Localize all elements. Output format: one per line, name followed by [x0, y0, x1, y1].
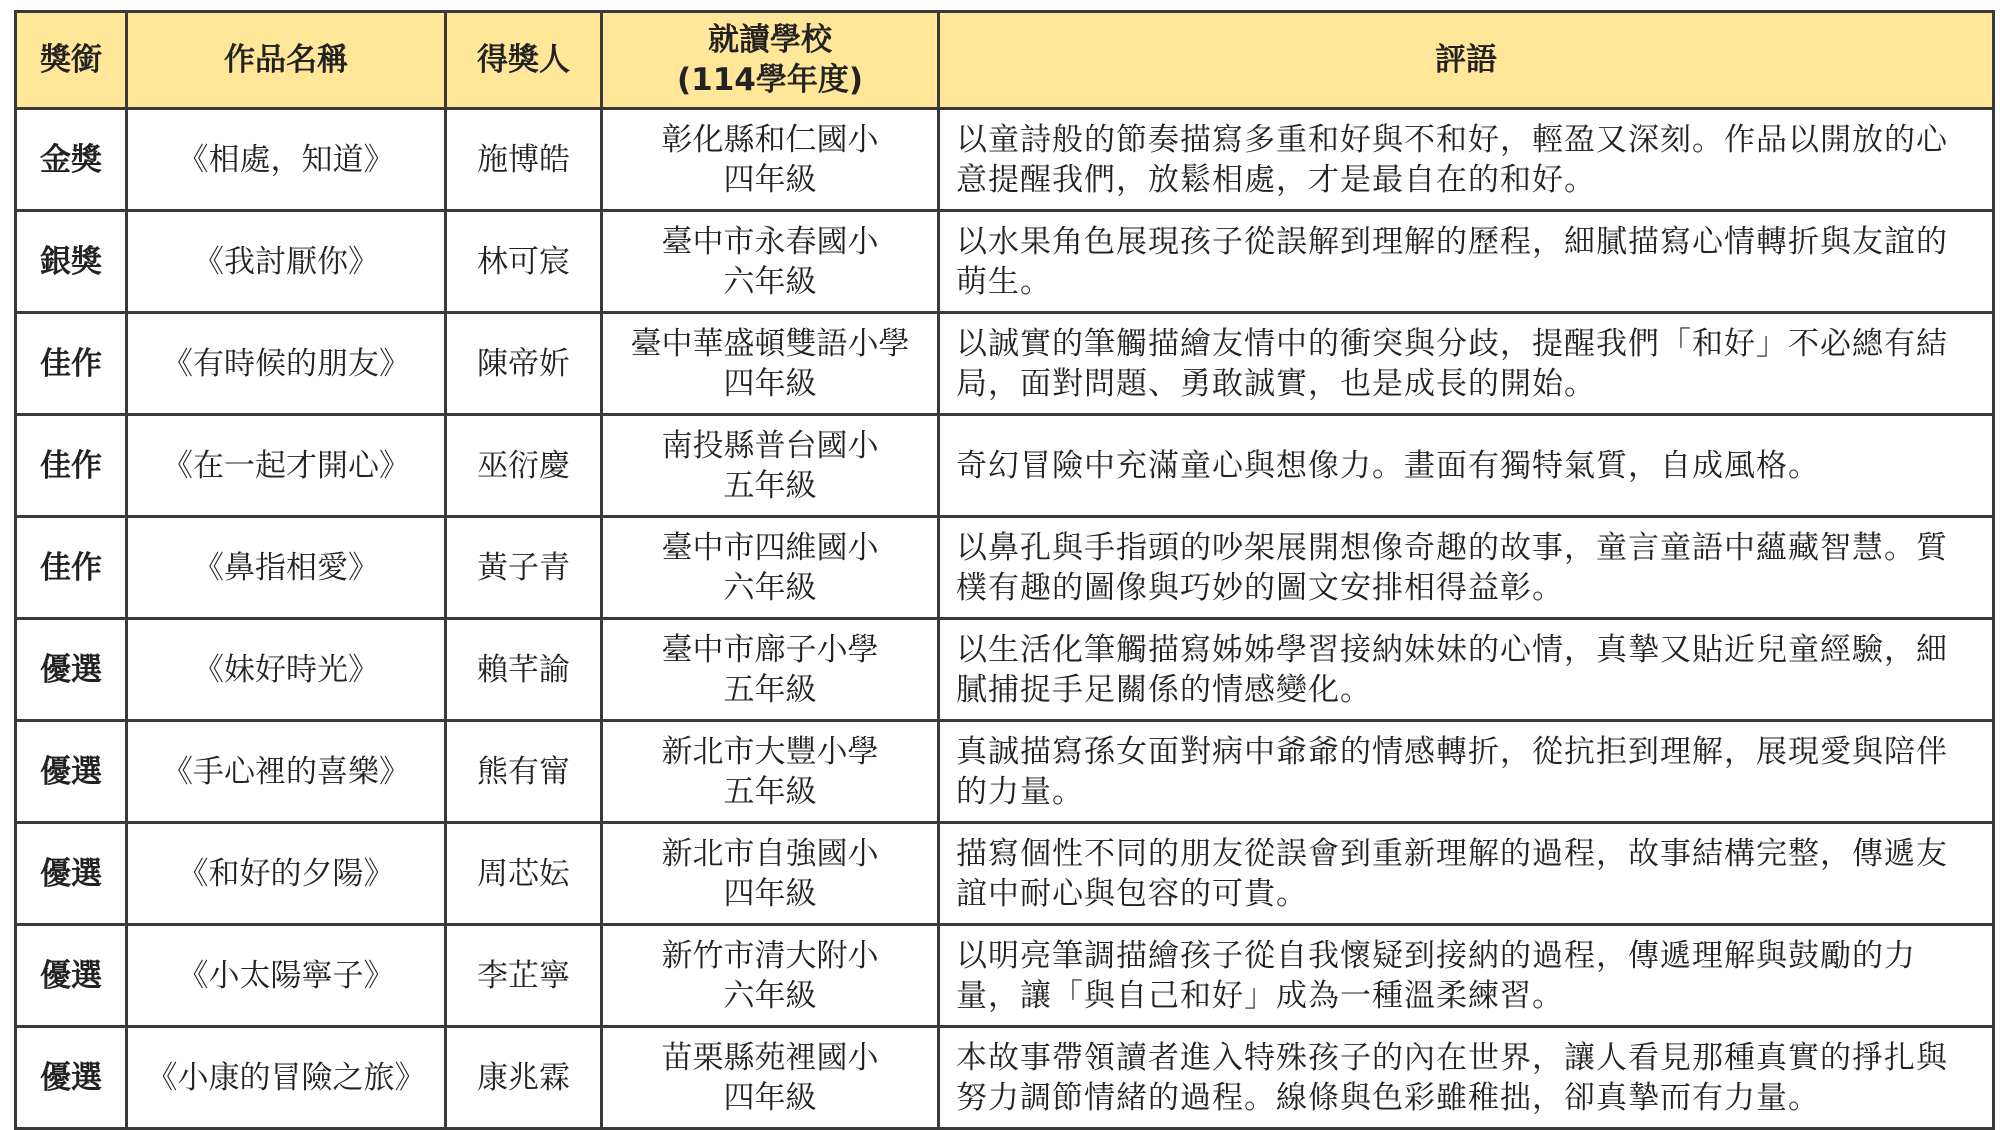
table-row: [16, 619, 1994, 721]
school-cell: [602, 823, 939, 925]
title-cell: 《我討厭你》: [127, 211, 446, 313]
table-header-row: [16, 12, 1994, 109]
winner-cell: 熊有甯: [446, 721, 602, 823]
awards-table: [14, 10, 1995, 1130]
comment-cell: 真誠描寫孫女面對病中爺爺的情感轉折，從抗拒到理解，展現愛與陪伴的力量。: [939, 721, 1994, 823]
header-school-year: (114學年度): [676, 62, 864, 98]
title-cell: 《相處，知道》: [127, 109, 446, 211]
title-cell: 《妹好時光》: [127, 619, 446, 721]
comment-cell: 以誠實的筆觸描繪友情中的衝突與分歧，提醒我們「和好」不必總有結局，面對問題、勇敢誠實，也是成長的開始。: [939, 313, 1994, 415]
school-name: 臺中市四維國小: [661, 529, 879, 566]
award-cell: 優選: [16, 1027, 127, 1129]
award-cell: 優選: [16, 721, 127, 823]
school-cell: [602, 1027, 939, 1129]
school-name: 臺中華盛頓雙語小學: [630, 325, 910, 362]
school-cell: [602, 517, 939, 619]
title-cell: 《和好的夕陽》: [127, 823, 446, 925]
school-grade: 四年級: [723, 365, 817, 402]
school-grade: 六年級: [723, 977, 817, 1014]
comment-cell: 奇幻冒險中充滿童心與想像力。畫面有獨特氣質，自成風格。: [939, 415, 1994, 517]
school-cell: [602, 211, 939, 313]
comment-cell: 以鼻孔與手指頭的吵架展開想像奇趣的故事，童言童語中蘊藏智慧。質樸有趣的圖像與巧妙的圖文安排相得益彰。: [939, 517, 1994, 619]
school-grade: 四年級: [723, 1079, 817, 1116]
award-cell: 金獎: [16, 109, 127, 211]
table-row: [16, 109, 1994, 211]
header-title: 作品名稱: [127, 12, 446, 109]
title-cell: 《手心裡的喜樂》: [127, 721, 446, 823]
winner-cell: 施博皓: [446, 109, 602, 211]
winner-cell: 巫衍慶: [446, 415, 602, 517]
table-row: [16, 1027, 1994, 1129]
school-grade: 五年級: [723, 467, 817, 504]
award-cell: 優選: [16, 619, 127, 721]
school-name: 新竹市清大附小: [661, 937, 879, 974]
title-cell: 《鼻指相愛》: [127, 517, 446, 619]
comment-cell: 本故事帶領讀者進入特殊孩子的內在世界，讓人看見那種真實的掙扎與努力調節情緒的過程。線條與色彩雖稚拙，卻真摯而有力量。: [939, 1027, 1994, 1129]
school-cell: [602, 925, 939, 1027]
comment-cell: 以水果角色展現孩子從誤解到理解的歷程，細膩描寫心情轉折與友誼的萌生。: [939, 211, 1994, 313]
school-grade: 四年級: [723, 875, 817, 912]
title-cell: 《小康的冒險之旅》: [127, 1027, 446, 1129]
award-cell: 佳作: [16, 415, 127, 517]
winner-cell: 黃子青: [446, 517, 602, 619]
winner-cell: 李芷寧: [446, 925, 602, 1027]
school-cell: [602, 109, 939, 211]
school-cell: [602, 721, 939, 823]
school-grade: 六年級: [723, 569, 817, 606]
school-grade: 五年級: [723, 773, 817, 810]
school-cell: [602, 619, 939, 721]
award-cell: 佳作: [16, 313, 127, 415]
school-name: 南投縣普台國小: [661, 427, 879, 464]
title-cell: 《有時候的朋友》: [127, 313, 446, 415]
school-cell: [602, 313, 939, 415]
header-comment: 評語: [939, 12, 1994, 109]
table-row: [16, 925, 1994, 1027]
table-row: [16, 415, 1994, 517]
table-row: [16, 823, 1994, 925]
table-row: [16, 211, 1994, 313]
award-cell: 銀獎: [16, 211, 127, 313]
school-name: 臺中市永春國小: [661, 223, 879, 260]
winner-cell: 康兆霖: [446, 1027, 602, 1129]
comment-cell: 以明亮筆調描繪孩子從自我懷疑到接納的過程，傳遞理解與鼓勵的力量，讓「與自己和好」成為一種溫柔練習。: [939, 925, 1994, 1027]
award-cell: 優選: [16, 925, 127, 1027]
title-cell: 《小太陽寧子》: [127, 925, 446, 1027]
winner-cell: 陳帝妡: [446, 313, 602, 415]
comment-cell: 以生活化筆觸描寫姊姊學習接納妹妹的心情，真摯又貼近兒童經驗，細膩捕捉手足關係的情感變化。: [939, 619, 1994, 721]
header-winner: 得獎人: [446, 12, 602, 109]
school-name: 新北市自強國小: [661, 835, 879, 872]
school-name: 臺中市廍子小學: [661, 631, 879, 668]
comment-cell: 描寫個性不同的朋友從誤會到重新理解的過程，故事結構完整，傳遞友誼中耐心與包容的可貴。: [939, 823, 1994, 925]
table-row: [16, 517, 1994, 619]
comment-cell: 以童詩般的節奏描寫多重和好與不和好，輕盈又深刻。作品以開放的心意提醒我們，放鬆相處，才是最自在的和好。: [939, 109, 1994, 211]
award-cell: 優選: [16, 823, 127, 925]
header-school: [602, 12, 939, 109]
award-cell: 佳作: [16, 517, 127, 619]
school-grade: 四年級: [723, 161, 817, 198]
winner-cell: 林可宸: [446, 211, 602, 313]
table-row: [16, 313, 1994, 415]
school-name: 彰化縣和仁國小: [661, 121, 879, 158]
table-row: [16, 721, 1994, 823]
school-name: 苗栗縣苑裡國小: [661, 1039, 879, 1076]
school-name: 新北市大豐小學: [661, 733, 879, 770]
winner-cell: 賴芊諭: [446, 619, 602, 721]
school-grade: 五年級: [723, 671, 817, 708]
winner-cell: 周芯妘: [446, 823, 602, 925]
header-award: 獎銜: [16, 12, 127, 109]
title-cell: 《在一起才開心》: [127, 415, 446, 517]
school-grade: 六年級: [723, 263, 817, 300]
school-cell: [602, 415, 939, 517]
header-school-label: 就讀學校: [708, 22, 832, 58]
